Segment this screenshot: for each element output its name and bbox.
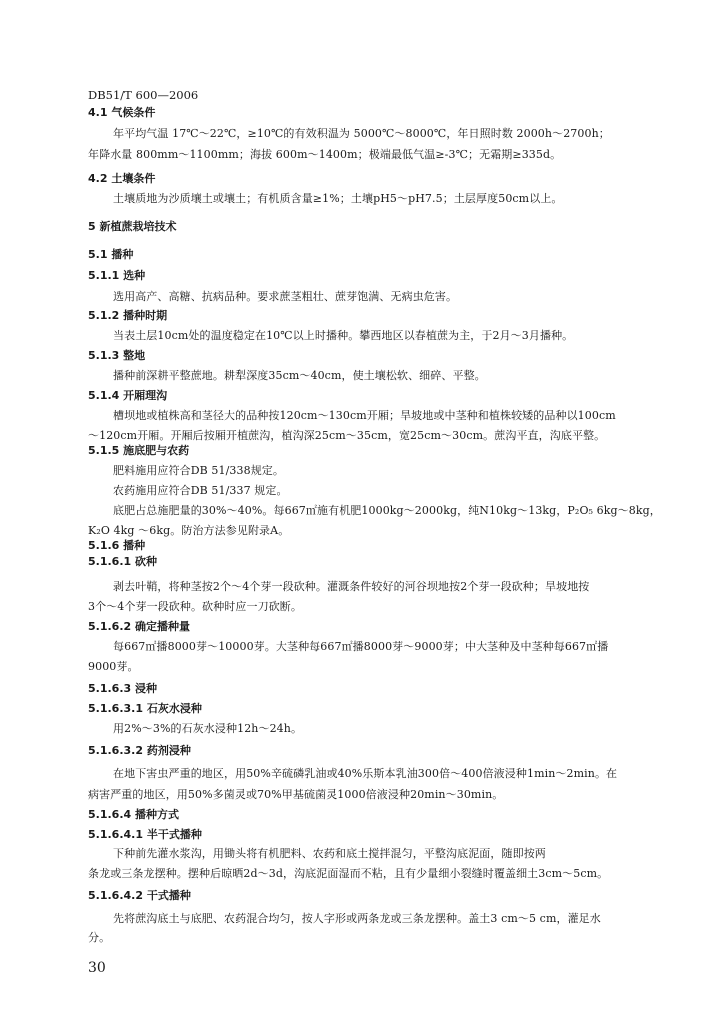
page-number: 30 <box>88 960 106 976</box>
paragraph-line: 底肥占总施肥量的30%～40%。每667㎡施有机肥1000kg～2000kg，纯N10kg～13kg，P₂O₅ 6kg～8kg， <box>113 504 661 517</box>
section-heading: 5.1.6.2 确定播种量 <box>88 620 190 633</box>
paragraph-line: K₂O 4kg ～6kg。防治方法参见附录A。 <box>88 524 290 537</box>
paragraph-line: 条龙或三条龙摆种。摆种后晾晒2d～3d，沟底泥面湿而不粘，且有少量细小裂缝时覆盖细土3cm～5cm。 <box>88 867 609 880</box>
section-heading: 5.1.6.4.2 干式播种 <box>88 889 191 902</box>
paragraph-line: 9000芽。 <box>88 660 139 673</box>
section-heading: 5.1.6.1 砍种 <box>88 555 157 568</box>
section-heading: 4.2 土壤条件 <box>88 172 156 185</box>
section-heading: 5.1.1 选种 <box>88 269 146 282</box>
section-heading: 5.1.2 播种时期 <box>88 309 168 322</box>
paragraph-line: 在地下害虫严重的地区，用50%辛硫磷乳油或40%乐斯本乳油300倍～400倍液浸种1min～2min。在 <box>113 767 618 780</box>
paragraph-line: ～120cm开厢。开厢后按厢开植蔗沟，植沟深25cm～35cm，宽25cm～30cm。蔗沟平直，沟底平整。 <box>88 429 606 442</box>
paragraph-line: 农药施用应符合DB 51/337 规定。 <box>113 484 288 497</box>
section-heading: 5.1.6.3 浸种 <box>88 682 157 695</box>
paragraph-line: 用2%～3%的石灰水浸种12h～24h。 <box>113 722 303 735</box>
section-heading: 5.1.6.3.2 药剂浸种 <box>88 744 191 757</box>
paragraph-line: 3个～4个芽一段砍种。砍种时应一刀砍断。 <box>88 600 302 613</box>
section-heading: 5.1.6.4 播种方式 <box>88 808 179 821</box>
section-heading: 5.1.6.3.1 石灰水浸种 <box>88 702 202 715</box>
section-heading: 5.1 播种 <box>88 248 134 261</box>
section-heading: 5 新植蔗栽培技术 <box>88 220 177 233</box>
paragraph-line: 播种前深耕平整蔗地。耕犁深度35cm～40cm，使土壤松软、细碎、平整。 <box>113 369 486 382</box>
paragraph-line: 每667㎡播8000芽～10000芽。大茎种每667㎡播8000芽～9000芽；中大茎种及中茎种每667㎡播 <box>113 640 609 653</box>
paragraph-line: 肥料施用应符合DB 51/338规定。 <box>113 464 284 477</box>
section-heading: 5.1.3 整地 <box>88 349 146 362</box>
paragraph-line: 病害严重的地区，用50%多菌灵或70%甲基硫菌灵1000倍液浸种20min～30min。 <box>88 788 504 801</box>
paragraph-line: 槽坝地或植株高和茎径大的品种按120cm～130cm开厢；旱坡地或中茎种和植株较矮的品种以100cm <box>113 409 616 422</box>
section-heading: 5.1.5 施底肥与农药 <box>88 444 190 457</box>
paragraph-line: 年降水量 800mm～1100mm；海拔 600m～1400m；极端最低气温≥-3℃；无霜期≥335d。 <box>88 148 562 161</box>
section-heading: 5.1.6.4.1 半干式播种 <box>88 828 202 841</box>
paragraph-line: 剥去叶鞘，将种茎按2个～4个芽一段砍种。灌溉条件较好的河谷坝地按2个芽一段砍种；旱坡地按 <box>113 580 590 593</box>
section-heading: 5.1.4 开厢理沟 <box>88 389 168 402</box>
standard-code: DB51/T 600—2006 <box>88 88 199 102</box>
section-heading: 5.1.6 播种 <box>88 539 146 552</box>
paragraph-line: 土壤质地为沙质壤土或壤土；有机质含量≥1%；土壤pH5～pH7.5；土层厚度50cm以上。 <box>113 192 563 205</box>
paragraph-line: 当表土层10cm处的温度稳定在10℃以上时播种。攀西地区以春植蔗为主，于2月～3月播种。 <box>113 329 574 342</box>
paragraph-line: 年平均气温 17℃～22℃，≥10℃的有效积温为 5000℃～8000℃，年日照时数 2000h～2700h； <box>113 127 610 140</box>
paragraph-line: 下种前先灌水浆沟，用锄头将有机肥料、农药和底土搅拌混匀，平整沟底泥面，随即按两 <box>113 847 546 860</box>
section-heading: 4.1 气候条件 <box>88 106 156 119</box>
paragraph-line: 选用高产、高糖、抗病品种。要求蔗茎粗壮、蔗芽饱满、无病虫危害。 <box>113 290 458 303</box>
paragraph-line: 分。 <box>88 931 111 944</box>
paragraph-line: 先将蔗沟底土与底肥、农药混合均匀，按人字形或两条龙或三条龙摆种。盖土3 cm～5 cm，灌足水 <box>113 912 601 925</box>
